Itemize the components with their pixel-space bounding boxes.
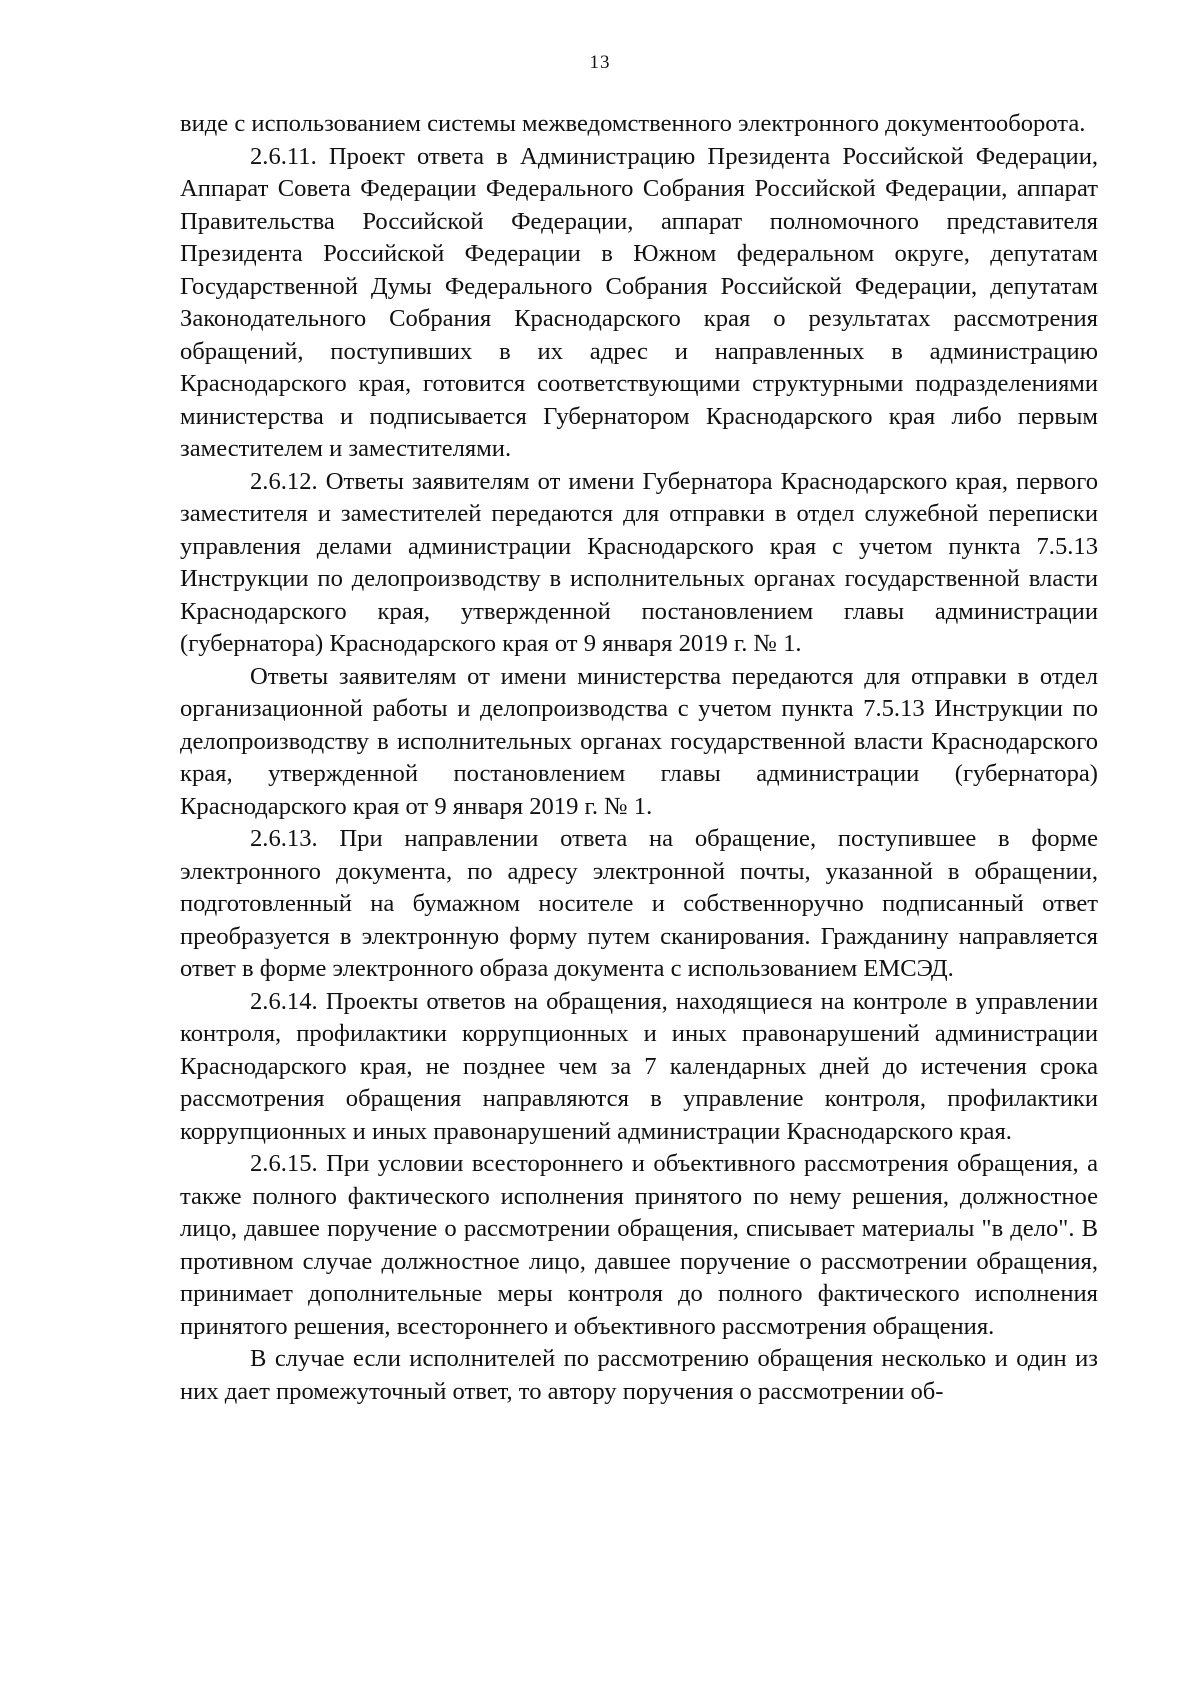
document-body (180, 108, 1098, 1408)
paragraph-2-6-13: 2.6.13. При направлении ответа на обращение, поступившее в форме электронного документа, по адресу электронной почты, указанной в обращении, подготовленный на бумажном носителе и собственноручно подписанный ответ преобразуется в электронную форму путем сканирования. Гражданину направляется ответ в форме электронного образа документа с использованием ЕМСЭД. (180, 825, 1098, 982)
paragraph-2-6-15: 2.6.15. При условии всестороннего и объективного рассмотрения обращения, а также полного фактического исполнения принятого по нему решения, должностное лицо, давшее поручение о рассмотрении обращения, списывает материалы "в дело". В противном случае должностное лицо, давшее поручение о рассмотрении обращения, принимает дополнительные меры контроля до полного фактического исполнения принятого решения, всестороннего и объективного рассмотрения обращения. (180, 1150, 1098, 1340)
paragraph-multiple-executors: В случае если исполнителей по рассмотрению обращения несколько и один из них дает промежуточный ответ, то автору поручения о рассмотрении об- (180, 1345, 1098, 1405)
paragraph-ministry-answers: Ответы заявителям от имени министерства передаются для отправки в отдел организационной работы и делопроизводства с учетом пункта 7.5.13 Инструкции по делопроизводству в исполнительных органах государственной власти Краснодарского края, утвержденной постановлением главы администрации (губернатора) Краснодарского края от 9 января 2019 г. № 1. (180, 662, 1098, 820)
paragraph-2-6-11: 2.6.11. Проект ответа в Администрацию Президента Российской Федерации, Аппарат Совета Федерации Федерального Собрания Российской Федерации, аппарат Правительства Российской Федерации, аппарат полномочного представителя Президента Российской Федерации в Южном федеральном округе, депутатам Государственной Думы Федерального Собрания Российской Федерации, депутатам Законодательного Собрания Краснодарского края о результатах рассмотрения обращений, поступивших в их адрес и направленных в администрацию Краснодарского края, готовится соответствующими структурными подразделениями министерства и подписывается Губернатором Краснодарского края либо первым заместителем и заместителями. (180, 142, 1098, 462)
paragraph-2-6-12: 2.6.12. Ответы заявителям от имени Губернатора Краснодарского края, первого заместителя и заместителей передаются для отправки в отдел служебной переписки управления делами администрации Краснодарского края с учетом пункта 7.5.13 Инструкции по делопроизводству в исполнительных органах государственной власти Краснодарского края, утвержденной постановлением главы администрации (губернатора) Краснодарского края от 9 января 2019 г. № 1. (180, 467, 1098, 657)
paragraph-2-6-14: 2.6.14. Проекты ответов на обращения, находящиеся на контроле в управлении контроля, профилактики коррупционных и иных правонарушений администрации Краснодарского края, не позднее чем за 7 календарных дней до истечения срока рассмотрения обращения направляются в управление контроля, профилактики коррупционных и иных правонарушений администрации Краснодарского края. (180, 987, 1098, 1145)
page-number: 13 (589, 52, 611, 73)
paragraph-continuation: виде с использованием системы межведомственного электронного документооборота. (180, 110, 1086, 137)
